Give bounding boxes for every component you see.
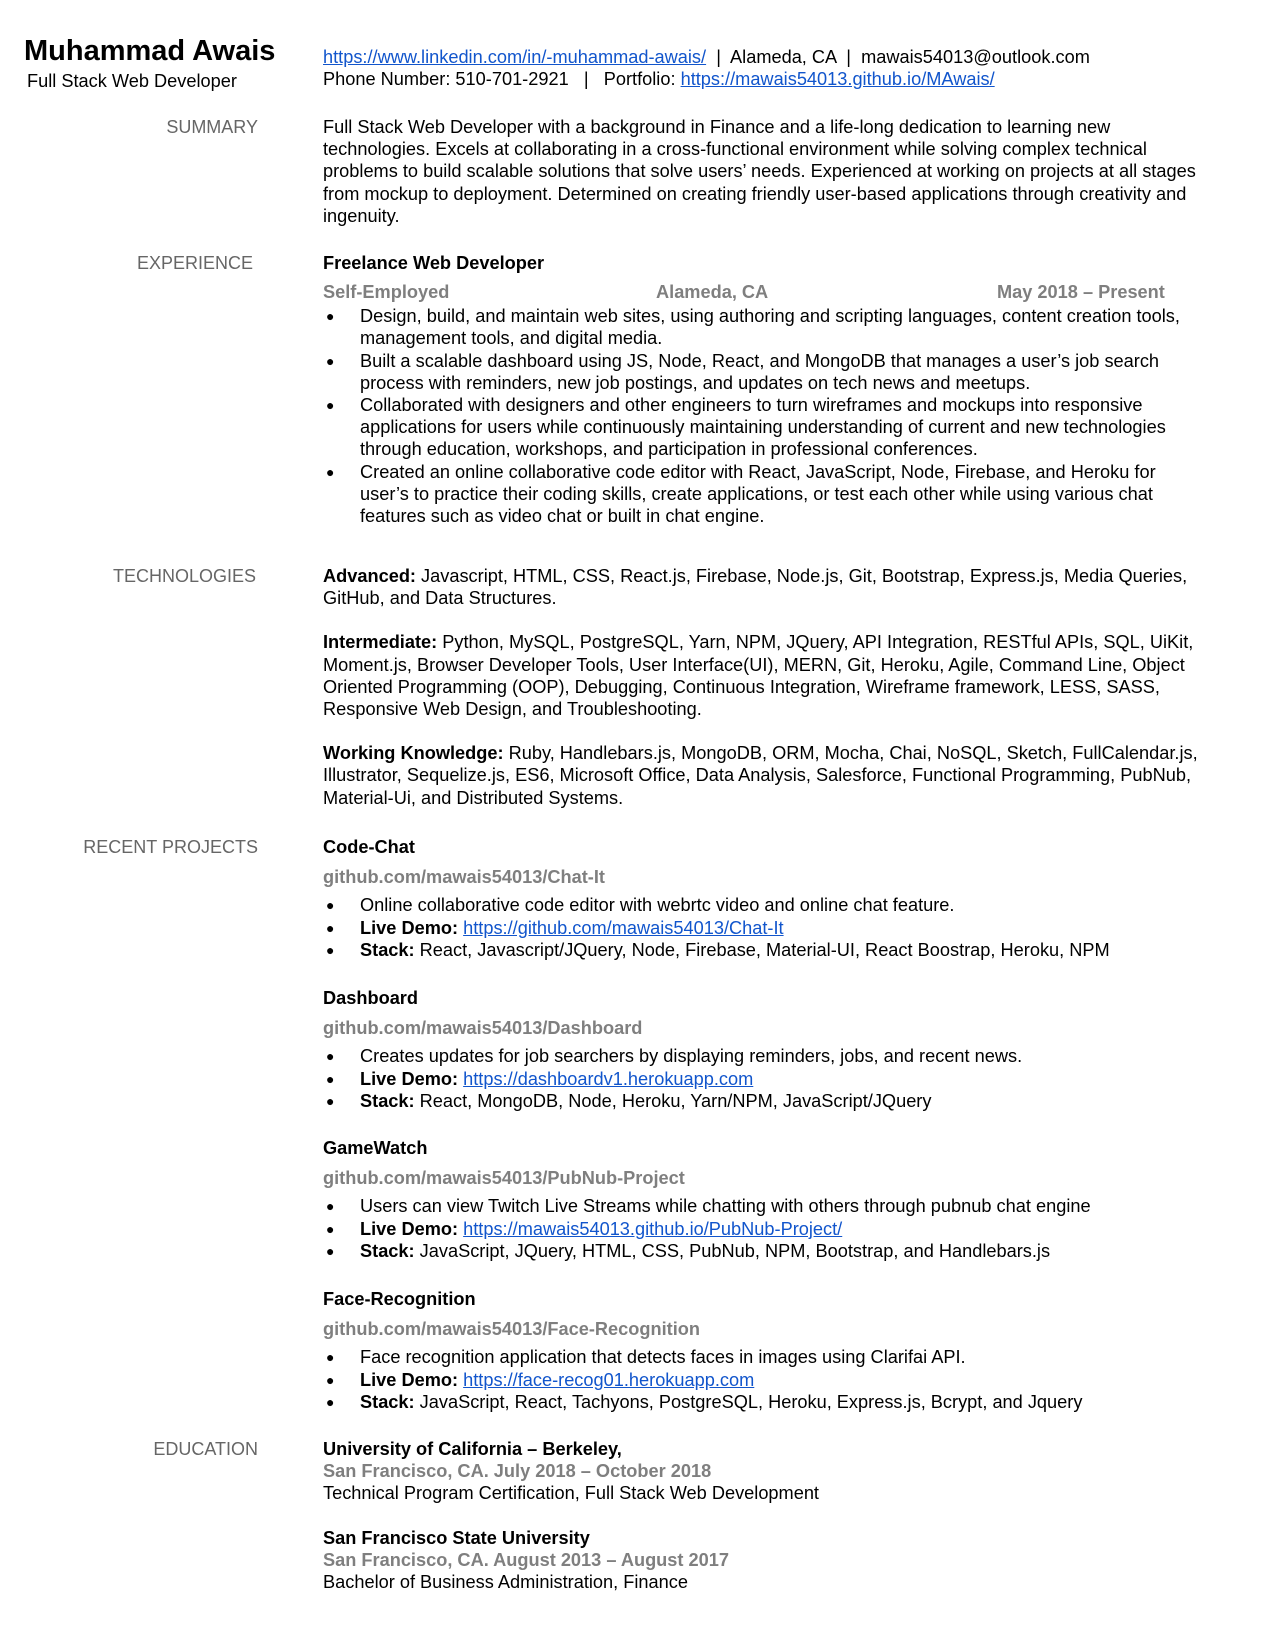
project-title: Dashboard (323, 988, 418, 1008)
education-entry (323, 1527, 1203, 1594)
project-gamewatch (323, 1137, 1203, 1262)
technologies-block (323, 565, 1203, 809)
list-item (323, 1218, 1203, 1240)
demo-link[interactable]: https://mawais54013.github.io/PubNub-Project/ (463, 1218, 843, 1239)
project-bullets (323, 1195, 1203, 1262)
section-label-projects: RECENT PROJECTS (83, 837, 258, 857)
list-item (323, 1240, 1203, 1262)
list-item: ● Users can view Twitch Live Streams while chatting with others through pubnub chat engine (323, 1195, 1203, 1217)
experience-entry (323, 252, 1203, 527)
section-label-experience: EXPERIENCE (136, 253, 253, 273)
project-code-chat (323, 836, 1203, 961)
stack-list: JavaScript, JQuery, HTML, CSS, PubNub, NPM, Bootstrap, and Handlebars.js (414, 1240, 1051, 1261)
school-meta: San Francisco, CA. July 2018 – October 2018 (323, 1461, 712, 1482)
project-repo: github.com/mawais54013/Dashboard (323, 1018, 643, 1039)
tech-list: Python, MySQL, PostgreSQL, Yarn, NPM, JQuery, API Integration, RESTful APIs, SQL, UiKit, Moment.js, Browser Developer Tools, User Interface(UI), MERN, Git, Heroku, Agile, Command Line, Object Oriented Programming (OOP), Debugging, Continuous Integration, Wireframe framework, LESS, SASS, Responsive Web Design, and Troubleshooting. (323, 632, 1194, 720)
list-item: ● Built a scalable dashboard using JS, Node, React, and MongoDB that manages a user’s job search process with reminders, new job postings, and updates on tech news and meetups. (323, 350, 1203, 394)
tech-list: Javascript, HTML, CSS, React.js, Firebase, Node.js, Git, Bootstrap, Express.js, Media Queries, GitHub, and Data Structures. (323, 566, 1188, 609)
stack-list: React, MongoDB, Node, Heroku, Yarn/NPM, JavaScript/JQuery (414, 1090, 932, 1111)
job-title: Freelance Web Developer (323, 253, 545, 273)
list-item: ● Design, build, and maintain web sites, using authoring and scripting languages, content creation tools, management tools, and digital media. (323, 305, 1203, 349)
job-meta (323, 278, 1203, 304)
list-item: ● Online collaborative code editor with webrtc video and online chat feature. (323, 894, 1203, 916)
job-location: Alameda, CA (656, 282, 769, 303)
stack-label: Stack: (360, 1391, 415, 1412)
contact-line-1 (323, 46, 1090, 68)
project-bullets (323, 1346, 1203, 1413)
tech-level-label: Working Knowledge: (323, 743, 504, 764)
list-item (323, 939, 1203, 961)
tech-level-label: Advanced: (323, 566, 416, 586)
list-item: ● Created an online collaborative code editor with React, JavaScript, Node, Firebase, and Heroku for user’s to practice their coding skills, create applications, or test each other while using various chat features such as video chat or built in chat engine. (323, 461, 1203, 528)
tech-level-label: Intermediate: (323, 632, 438, 653)
project-title: GameWatch (323, 1138, 428, 1158)
school-meta: San Francisco, CA. August 2013 – August 2017 (323, 1550, 729, 1571)
demo-label: Live Demo: (360, 1218, 459, 1239)
summary-text: Full Stack Web Developer with a background in Finance and a life-long dedication to learning new technologies. Excels at collaborating in a cross-functional environment while solving complex technical problems to build scalable solutions that solve users’ needs. Experienced at working on projects at all stages from mockup to deployment. Determined on creating friendly user-based applications through creativity and ingenuity. (323, 117, 1196, 226)
degree: Technical Program Certification, Full Stack Web Development (323, 1483, 819, 1504)
linkedin-link[interactable]: https://www.linkedin.com/in/-muhammad-awais/ (323, 47, 707, 67)
list-item: ● Creates updates for job searchers by displaying reminders, jobs, and recent news. (323, 1045, 1203, 1067)
candidate-name: Muhammad Awais (24, 35, 276, 67)
stack-list: React, Javascript/JQuery, Node, Firebase, Material-UI, React Boostrap, Heroku, NPM (414, 939, 1110, 960)
list-item (323, 1090, 1203, 1112)
stack-label: Stack: (360, 1240, 415, 1261)
project-repo: github.com/mawais54013/Face-Recognition (323, 1319, 700, 1340)
section-label-summary: SUMMARY (166, 117, 258, 137)
demo-link[interactable]: https://face-recog01.herokuapp.com (463, 1369, 755, 1390)
list-item (323, 917, 1203, 939)
list-item (323, 1369, 1203, 1391)
education-entry (323, 1438, 1203, 1505)
project-repo: github.com/mawais54013/PubNub-Project (323, 1168, 685, 1189)
degree: Bachelor of Business Administration, Finance (323, 1572, 688, 1593)
project-title: Code-Chat (323, 837, 415, 857)
stack-label: Stack: (360, 939, 415, 960)
school-name: University of California – Berkeley, (323, 1439, 622, 1459)
project-dashboard (323, 987, 1203, 1112)
list-item (323, 1391, 1203, 1413)
job-dates: May 2018 – Present (997, 282, 1165, 303)
phone-line: Phone Number: 510-701-2921 | Portfolio: (323, 69, 681, 90)
demo-label: Live Demo: (360, 1369, 459, 1390)
school-name: San Francisco State University (323, 1528, 590, 1548)
stack-label: Stack: (360, 1090, 415, 1111)
project-face-recognition (323, 1288, 1203, 1413)
list-item: ● Collaborated with designers and other engineers to turn wireframes and mockups into responsive applications for users while continuously maintaining understanding of current and new technologies through education, workshops, and participation in professional conferences. (323, 394, 1203, 461)
section-label-technologies: TECHNOLOGIES (112, 566, 256, 586)
project-bullets (323, 1045, 1203, 1112)
tech-list: Ruby, Handlebars.js, MongoDB, ORM, Mocha, Chai, NoSQL, Sketch, FullCalendar.js, Illustrator, Sequelize.js, ES6, Microsoft Office, Data Analysis, Salesforce, Functional Programming, PubNub, Material-Ui, and Distributed Systems. (323, 743, 1198, 808)
portfolio-link[interactable]: https://mawais54013.github.io/MAwais/ (680, 69, 995, 90)
location-email: | Alameda, CA | mawais54013@outlook.com (706, 47, 1090, 67)
tech-working-knowledge (323, 742, 1203, 809)
project-title: Face-Recognition (323, 1289, 476, 1309)
demo-link[interactable]: https://dashboardv1.herokuapp.com (463, 1068, 754, 1089)
list-item: ● Face recognition application that detects faces in images using Clarifai API. (323, 1346, 1203, 1368)
job-company: Self-Employed (323, 282, 450, 303)
list-item (323, 1068, 1203, 1090)
tech-intermediate (323, 631, 1203, 720)
contact-line-2 (323, 68, 1090, 90)
stack-list: JavaScript, React, Tachyons, PostgreSQL, Heroku, Express.js, Bcrypt, and Jquery (414, 1391, 1083, 1412)
tech-advanced (323, 565, 1203, 609)
project-repo: github.com/mawais54013/Chat-It (323, 867, 605, 888)
project-bullets (323, 894, 1203, 961)
demo-link[interactable]: https://github.com/mawais54013/Chat-It (463, 917, 784, 938)
demo-label: Live Demo: (360, 1068, 459, 1089)
section-label-education: EDUCATION (153, 1439, 258, 1459)
job-bullets (323, 305, 1203, 527)
contact-block (323, 46, 1090, 90)
candidate-role: Full Stack Web Developer (27, 71, 237, 91)
demo-label: Live Demo: (360, 917, 459, 938)
